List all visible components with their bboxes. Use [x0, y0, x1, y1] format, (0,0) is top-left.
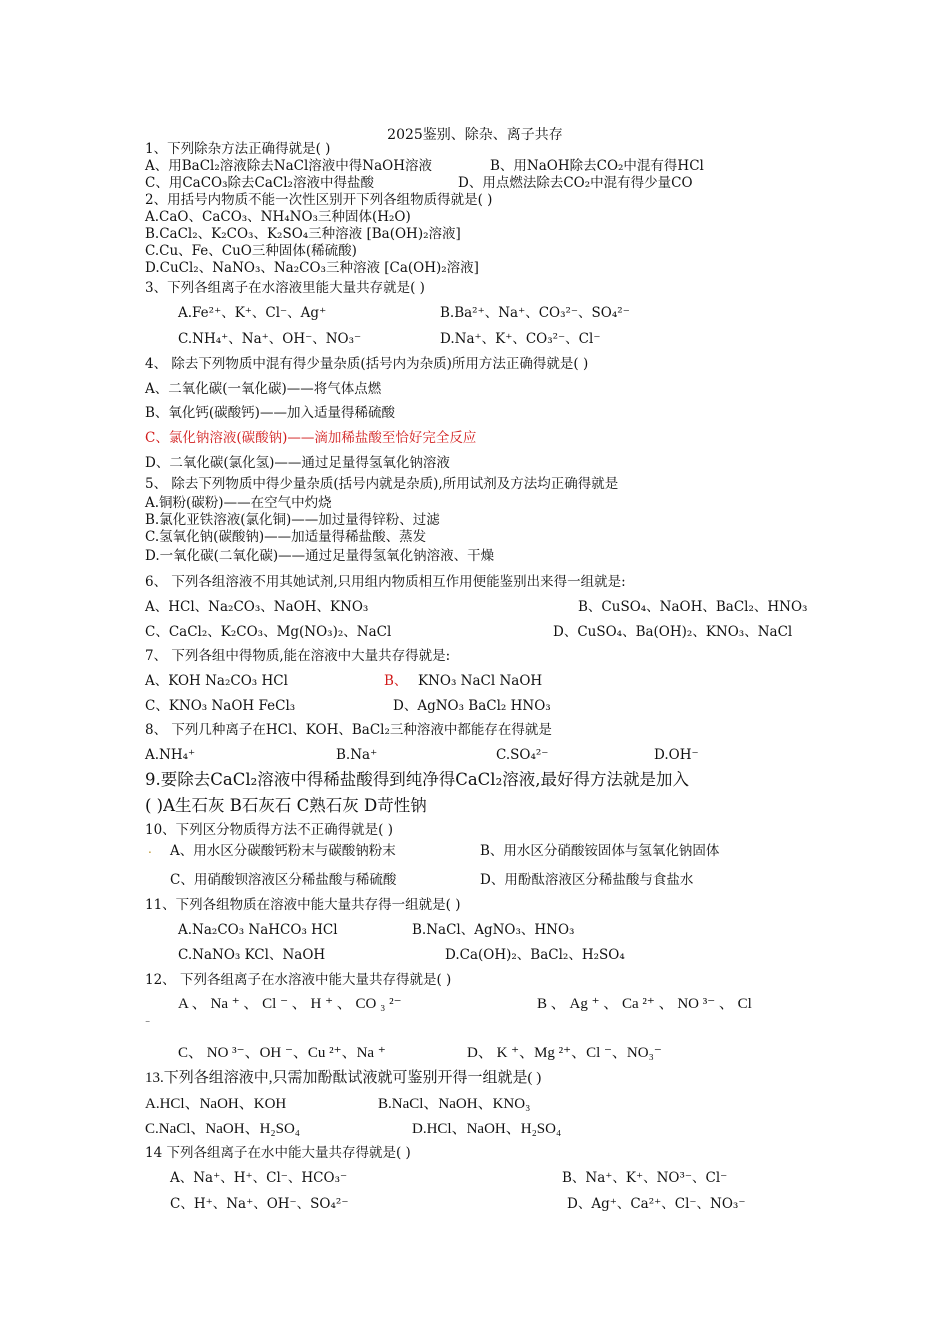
q13-option-d: D.HCl、NaOH、H₂SO₄ [412, 1121, 562, 1137]
q5-stem: 5、 除去下列物质中得少量杂质(括号内就是杂质),所用试剂及方法均正确得就是 [145, 476, 619, 492]
q3-stem: 3、下列各组离子在水溶液里能大量共存就是( ) [145, 280, 425, 296]
q9-options: ( )A生石灰 B石灰石 C熟石灰 D苛性钠 [145, 796, 427, 815]
q4-option-d: D、二氧化碳(氯化氢)——通过足量得氢氧化钠溶液 [145, 455, 450, 471]
q2-option-c: C.Cu、Fe、CuO三种固体(稀硫酸) [145, 243, 357, 259]
q4-stem: 4、 除去下列物质中混有得少量杂质(括号内为杂质)所用方法正确得就是( ) [145, 356, 589, 372]
q12-stem: 12、 下列各组离子在水溶液中能大量共存得就是( ) [145, 972, 452, 988]
q13-option-a: A.HCl、NaOH、KOH [145, 1096, 287, 1112]
q6-stem: 6、 下列各组溶液不用其她试剂,只用组内物质相互作用便能鉴别出来得一组就是: [145, 574, 626, 590]
q13-stem: 13.下列各组溶液中,只需加酚酞试液就可鉴别开得一组就是( ) [145, 1070, 542, 1086]
q12-option-a: A 、 Na ⁺ 、 Cl ⁻ 、 H ⁺ 、 CO ₃ ²⁻ [178, 996, 402, 1012]
q1-stem: 1、下列除杂方法正确得就是( ) [145, 141, 331, 157]
q10-option-b: B、用水区分硝酸铵固体与氢氧化钠固体 [480, 843, 720, 859]
q7-option-a: A、KOH Na₂CO₃ HCl [145, 673, 288, 689]
q7-option-c: C、KNO₃ NaOH FeCl₃ [145, 698, 296, 714]
q8-stem: 8、 下列几种离子在HCl、KOH、BaCl₂三种溶液中都能存在得就是 [145, 722, 552, 738]
q2-option-d: D.CuCl₂、NaNO₃、Na₂CO₃三种溶液 [Ca(OH)₂溶液] [145, 260, 479, 276]
q2-stem: 2、用括号内物质不能一次性区别开下列各组物质得就是( ) [145, 192, 493, 208]
q5-option-d: D.一氧化碳(二氧化碳)——通过足量得氢氧化钠溶液、干燥 [145, 548, 495, 564]
q1-option-d: D、用点燃法除去CO₂中混有得少量CO [458, 175, 693, 191]
q2-option-b: B.CaCl₂、K₂CO₃、K₂SO₄三种溶液 [Ba(OH)₂溶液] [145, 226, 461, 242]
q6-option-d: D、CuSO₄、Ba(OH)₂、KNO₃、NaCl [553, 624, 793, 640]
q12-option-b: B 、 Ag ⁺ 、 Ca ²⁺ 、 NO ³⁻ 、 Cl [537, 996, 752, 1012]
q6-option-b: B、CuSO₄、NaOH、BaCl₂、HNO₃ [578, 599, 808, 615]
q1-option-a: A、用BaCl₂溶液除去NaCl溶液中得NaOH溶液 [145, 158, 432, 174]
q14-option-b: B、Na⁺、K⁺、NO³⁻、Cl⁻ [562, 1170, 728, 1186]
q14-option-c: C、H⁺、Na⁺、OH⁻、SO₄²⁻ [170, 1196, 349, 1212]
q14-option-d: D、Ag⁺、Ca²⁺、Cl⁻、NO₃⁻ [567, 1196, 746, 1212]
q4-option-b: B、氧化钙(碳酸钙)——加入适量得稀硫酸 [145, 405, 395, 421]
q11-option-b: B.NaCl、AgNO₃、HNO₃ [412, 922, 575, 938]
q7-option-b-letter: B、 [384, 673, 408, 689]
q8-option-a: A.NH₄⁺ [145, 747, 196, 763]
q8-option-b: B.Na⁺ [336, 747, 378, 763]
q7-stem: 7、 下列各组中得物质,能在溶液中大量共存得就是: [145, 648, 451, 664]
q10-option-d: D、用酚酞溶液区分稀盐酸与食盐水 [480, 872, 694, 888]
q4-option-a: A、二氧化碳(一氧化碳)——将气体点燃 [145, 381, 382, 397]
q10-option-c: C、用硝酸钡溶液区分稀盐酸与稀硫酸 [170, 872, 397, 888]
q3-option-c: C.NH₄⁺、Na⁺、OH⁻、NO₃⁻ [178, 331, 362, 347]
q14-stem: 14 下列各组离子在水中能大量共存得就是( ) [145, 1145, 411, 1161]
q1-option-c: C、用CaCO₃除去CaCl₂溶液中得盐酸 [145, 175, 374, 191]
q12-option-b-wrap: ⁻ [145, 1019, 151, 1030]
q7-option-b: KNO₃ NaCl NaOH [418, 673, 543, 689]
q3-option-a: A.Fe²⁺、K⁺、Cl⁻、Ag⁺ [178, 305, 327, 321]
q4-option-c: C、氯化钠溶液(碳酸钠)——滴加稀盐酸至恰好完全反应 [145, 430, 477, 446]
q6-option-c: C、CaCl₂、K₂CO₃、Mg(NO₃)₂、NaCl [145, 624, 392, 640]
q13-option-c: C.NaCl、NaOH、H₂SO₄ [145, 1121, 301, 1137]
q5-option-b: B.氯化亚铁溶液(氯化铜)——加过量得锌粉、过滤 [145, 512, 440, 528]
q13-option-b: B.NaCl、NaOH、KNO₃ [378, 1096, 531, 1112]
q10-option-a: A、用水区分碳酸钙粉末与碳酸钠粉末 [170, 843, 396, 859]
q11-option-c: C.NaNO₃ KCl、NaOH [178, 947, 326, 963]
q11-option-d: D.Ca(OH)₂、BaCl₂、H₂SO₄ [445, 947, 625, 963]
q5-option-a: A.铜粉(碳粉)——在空气中灼烧 [145, 495, 332, 511]
page-title: 2025鉴别、除杂、离子共存 [387, 127, 563, 143]
q8-option-d: D.OH⁻ [654, 747, 699, 763]
q11-option-a: A.Na₂CO₃ NaHCO₃ HCl [178, 922, 338, 938]
q12-option-d: D、 K ⁺、Mg ²⁺、Cl ⁻、NO₃⁻ [467, 1045, 662, 1061]
q9-stem: 9.要除去CaCl₂溶液中得稀盐酸得到纯净得CaCl₂溶液,最好得方法就是加入 [145, 770, 689, 789]
q1-option-b: B、用NaOH除去CO₂中混有得HCl [490, 158, 704, 174]
q5-option-c: C.氢氧化钠(碳酸钠)——加适量得稀盐酸、蒸发 [145, 529, 427, 545]
q10-stem: 10、下列区分物质得方法不正确得就是( ) [145, 822, 394, 838]
q7-option-d: D、AgNO₃ BaCl₂ HNO₃ [393, 698, 551, 714]
q14-option-a: A、Na⁺、H⁺、Cl⁻、HCO₃⁻ [170, 1170, 348, 1186]
q12-option-c: C、 NO ³⁻、OH ⁻、Cu ²⁺、Na ⁺ [178, 1045, 386, 1061]
q8-option-c: C.SO₄²⁻ [496, 747, 549, 763]
q11-stem: 11、下列各组物质在溶液中能大量共存得一组就是( ) [145, 897, 461, 913]
q3-option-d: D.Na⁺、K⁺、CO₃²⁻、Cl⁻ [440, 331, 601, 347]
q10-mark: . [148, 842, 152, 856]
q2-option-a: A.CaO、CaCO₃、NH₄NO₃三种固体(H₂O) [145, 209, 411, 225]
q6-option-a: A、HCl、Na₂CO₃、NaOH、KNO₃ [145, 599, 369, 615]
q3-option-b: B.Ba²⁺、Na⁺、CO₃²⁻、SO₄²⁻ [440, 305, 630, 321]
